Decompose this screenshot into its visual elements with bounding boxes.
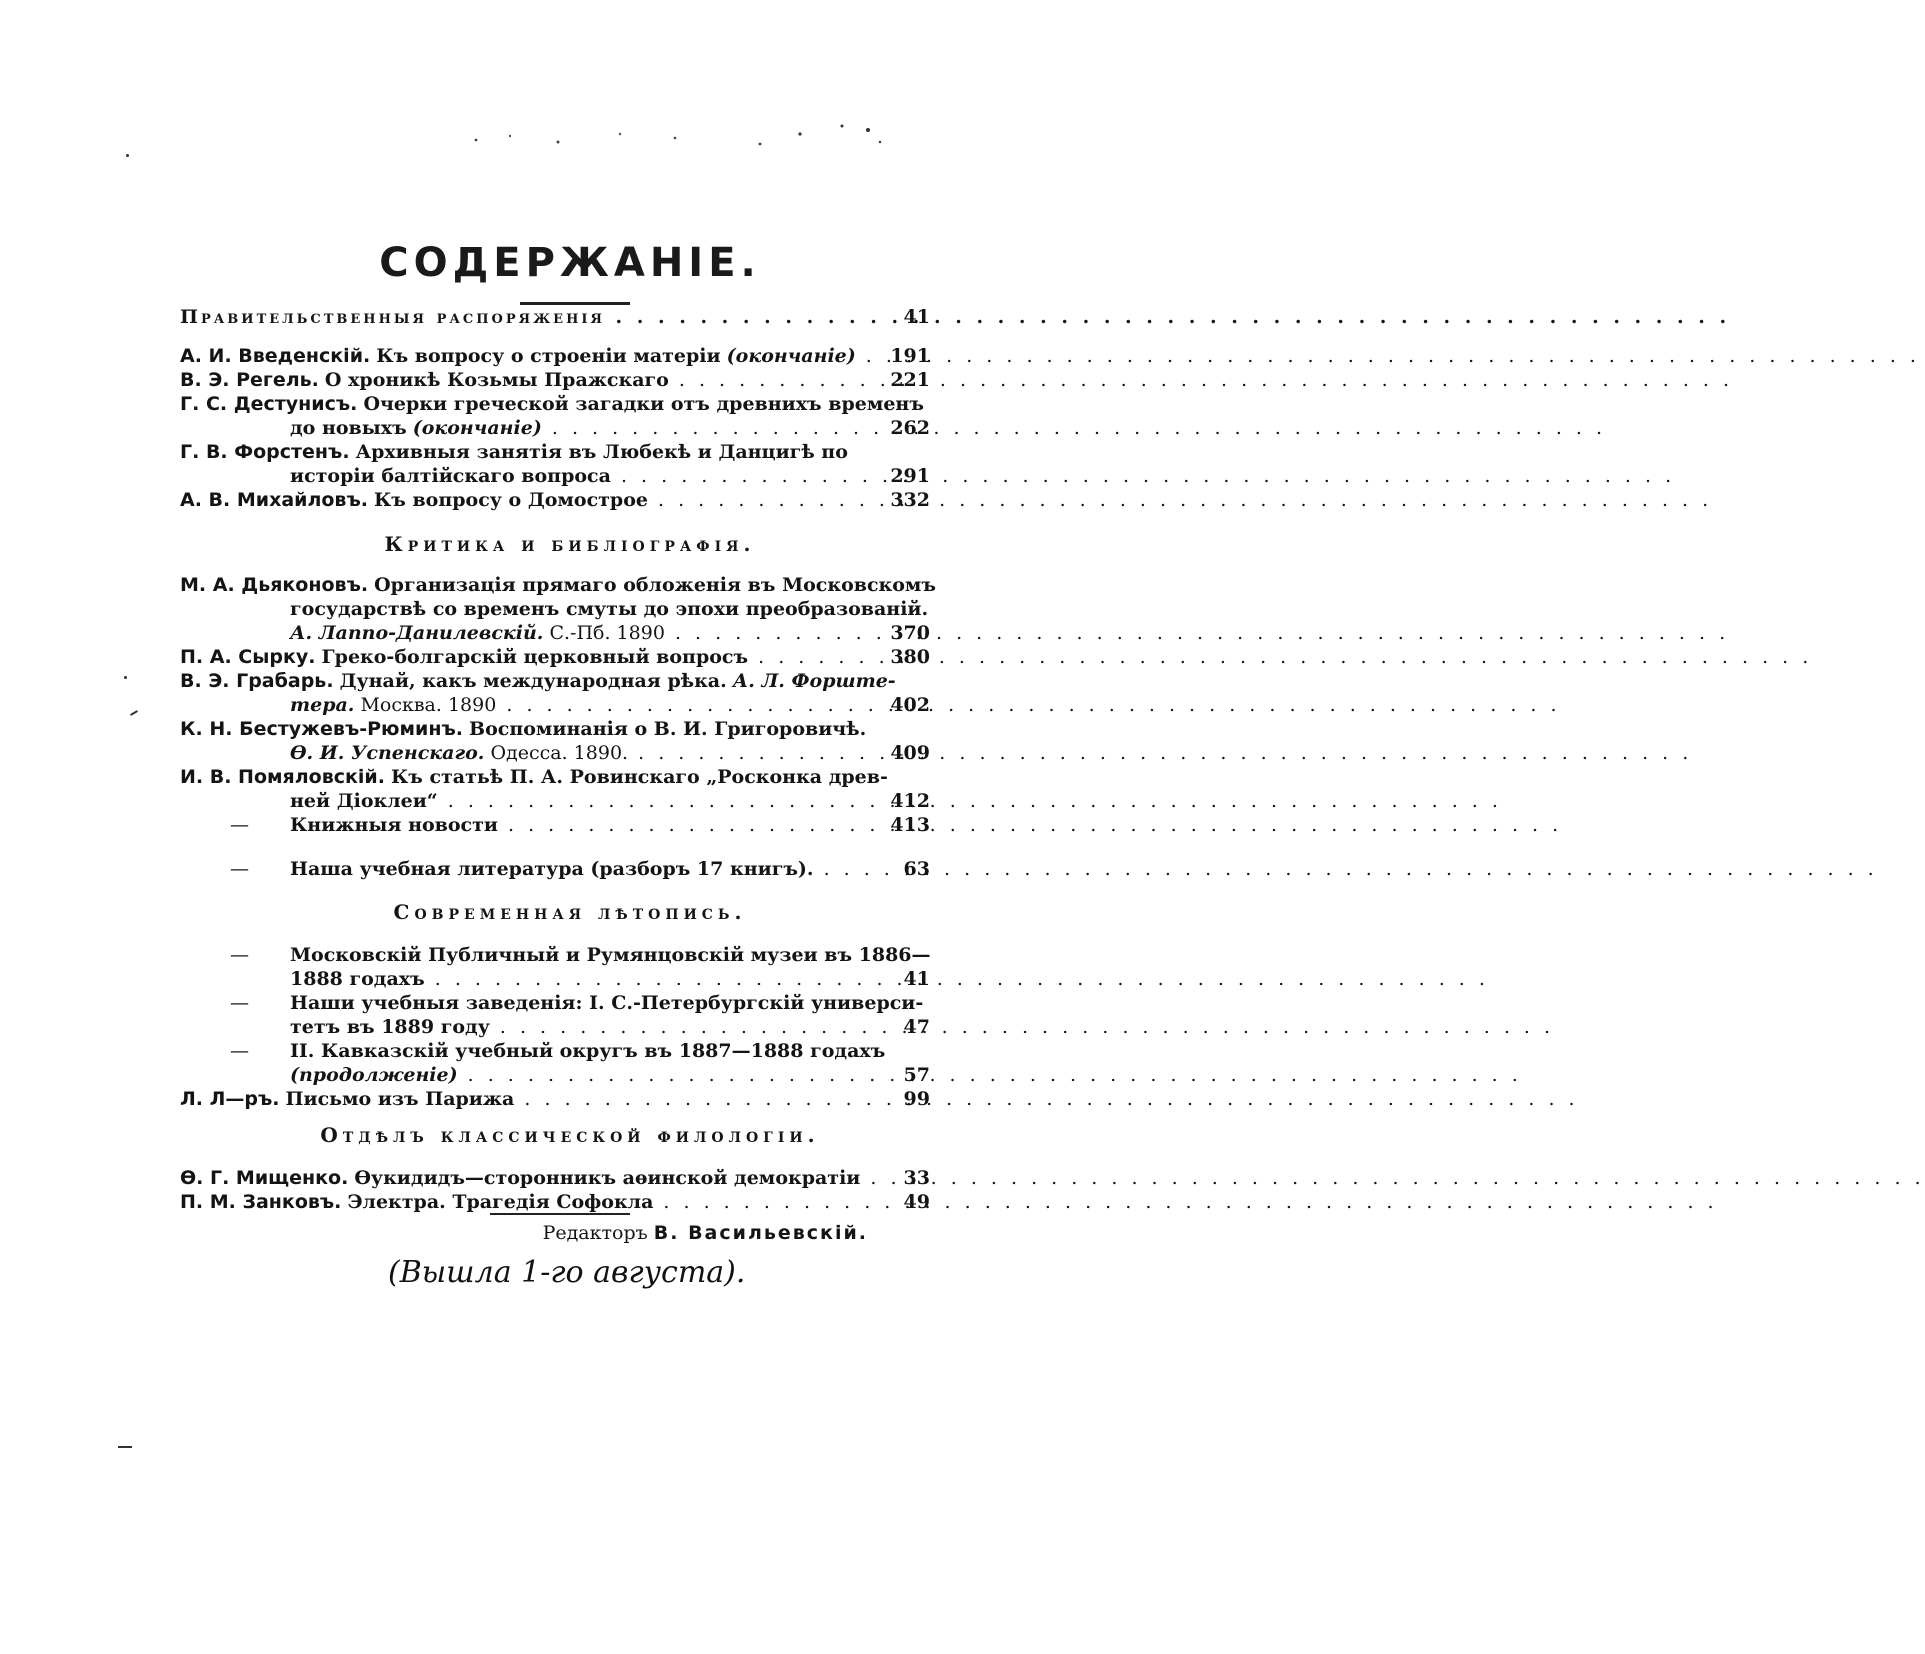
toc-row [180, 669, 930, 693]
toc-row [180, 991, 930, 1015]
toc-row [180, 857, 930, 881]
page-number: 47 [903, 1016, 930, 1038]
entry-title: Ѳукидидъ—сторонникъ аѳинской демократіи [354, 1167, 861, 1189]
toc-row [180, 813, 930, 837]
toc-row [180, 1039, 930, 1063]
author: А. В. Михайловъ. [180, 489, 368, 511]
page-number: 57 [903, 1064, 930, 1086]
entry-title: Воспоминанія о В. И. Григоровичѣ. [469, 718, 867, 740]
toc-row [180, 1087, 930, 1111]
entry-title: Очерки греческой загадки отъ древнихъ временъ [363, 393, 924, 415]
entry-title: Греко-болгарскій церковный вопросъ [321, 646, 749, 668]
entry-note: (окончаніе) [726, 345, 856, 367]
author: М. А. Дьяконовъ. [180, 574, 369, 596]
page-number: 63 [903, 858, 930, 880]
page-number: 380 [890, 646, 930, 668]
entry-title: Дунай, какъ международная рѣка. [339, 670, 727, 692]
toc-row [290, 621, 930, 645]
entry-note: (продолженіе) [290, 1064, 458, 1086]
editor-name: В. Васильевскій. [653, 1222, 868, 1244]
separator-rule [490, 1213, 630, 1215]
toc-row [180, 943, 930, 967]
dash: — [230, 814, 249, 836]
toc-row [180, 765, 930, 789]
margin-mark [130, 710, 138, 716]
entry-title: О хроникѣ Козьмы Пражскаго [324, 369, 669, 391]
author: В. Э. Регель. [180, 369, 319, 391]
page-number: 49 [903, 1191, 930, 1213]
toc-row [180, 305, 930, 329]
margin-mark [126, 154, 129, 157]
page-number: 332 [890, 489, 930, 511]
reviewer: А. Л. Форштe- [732, 670, 896, 692]
entry-title: Наши учебныя заведенія: І. С.-Петербургскій универси- [290, 992, 924, 1014]
entry-title: Письмо изъ Парижа [285, 1088, 515, 1110]
entry-title: Книжныя новости [290, 814, 498, 836]
toc-row [180, 392, 930, 416]
editor-line [543, 1222, 868, 1244]
author: Ѳ. Г. Мищенко. [180, 1167, 349, 1189]
imprint: С.-Пб. 1890 [549, 622, 665, 644]
toc-row [180, 967, 930, 991]
entry-title-cont: тетъ въ 1889 году [290, 1016, 490, 1038]
author: Г. В. Форстенъ. [180, 441, 350, 463]
toc-row [180, 717, 930, 741]
entry-title-cont: ней Діоклеи“ [290, 790, 438, 812]
toc-row [180, 1190, 930, 1214]
entry-title: Московскій Публичный и Румянцовскій музеи въ 1886— [290, 944, 931, 966]
toc-row [180, 440, 930, 464]
page-number: 402 [890, 694, 930, 716]
toc-row [180, 1015, 930, 1039]
entry-title: Электра. Трагедія Софокла [347, 1191, 654, 1213]
toc-row [180, 368, 930, 392]
author: К. Н. Бестужевъ-Рюминъ. [180, 718, 463, 740]
author: И. В. Помяловскій. [180, 766, 385, 788]
imprint: Одесса. 1890. [490, 742, 629, 764]
entry-title-cont: 1888 годахъ [290, 968, 425, 990]
dash: — [230, 992, 249, 1014]
toc-row [180, 1063, 930, 1087]
author: А. И. Введенскій. [180, 345, 371, 367]
page-number: 41 [903, 306, 930, 328]
dash: — [230, 858, 249, 880]
entry-title: Къ вопросу о строеніи матеріи [376, 345, 721, 367]
page-number: 370 [890, 622, 930, 644]
reviewer-cont: тера. [290, 694, 355, 716]
toc-row [180, 645, 930, 669]
dash: — [230, 1040, 249, 1062]
toc-row [290, 597, 930, 621]
dash: — [230, 944, 249, 966]
reviewer: А. Лаппо-Данилевскій. [290, 622, 544, 644]
page-number: 409 [890, 742, 930, 764]
entry-note: (окончаніе) [412, 417, 542, 439]
print-specks [470, 120, 930, 160]
entry-title: Наша учебная литература (разборъ 17 книгъ). [290, 858, 814, 880]
page-number: 291 [890, 465, 930, 487]
entry-title-cont: государствѣ со временъ смуты до эпохи преобразованій. [290, 598, 929, 620]
section-heading-classics: Отдѣлъ классической филологіи. [320, 1123, 820, 1147]
page-number: 33 [903, 1167, 930, 1189]
reviewer: Ѳ. И. Успенскаго. [290, 742, 485, 764]
editor-label: Редакторъ [542, 1222, 648, 1244]
section-heading-critique: Критика и библіографія. [384, 532, 756, 556]
author: П. А. Сырку. [180, 646, 316, 668]
page-number: 221 [890, 369, 930, 391]
entry-title: Архивныя занятія въ Любекѣ и Данцигѣ по [355, 441, 848, 463]
toc-row [180, 573, 936, 597]
entry-title-cont: до новыхъ [290, 417, 407, 439]
toc-row [290, 741, 930, 765]
entry-title: Организація прямаго обложенія въ Московскомъ [374, 574, 936, 596]
toc-row [290, 416, 930, 440]
author: Л. Л—ръ. [180, 1088, 280, 1110]
page-number: 413 [890, 814, 930, 836]
toc-row [290, 789, 930, 813]
page-number: 41 [903, 968, 930, 990]
margin-mark [124, 676, 127, 679]
toc-row [180, 344, 930, 368]
page-number: 191 [890, 345, 930, 367]
handwritten-note: (Вышла 1-го августа). [388, 1255, 746, 1290]
toc-row [180, 1166, 930, 1190]
section-heading-chronicle: Современная лѣтопись. [393, 900, 747, 924]
entry-title: Къ статьѣ П. А. Ровинскаго „Росконка древ- [390, 766, 888, 788]
entry-title: II. Кавказскій учебный округъ въ 1887—1888 годахъ [290, 1040, 886, 1062]
page-number: 262 [890, 417, 930, 439]
margin-mark [118, 1446, 132, 1448]
toc-row [180, 488, 930, 512]
author: П. М. Занковъ. [180, 1191, 342, 1213]
toc-row [290, 464, 930, 488]
page-number: 99 [903, 1088, 930, 1110]
toc-row [290, 693, 930, 717]
page-title: СОДЕРЖАНIЕ. [379, 240, 761, 286]
page-number: 412 [890, 790, 930, 812]
imprint: Москва. 1890 [360, 694, 497, 716]
entry-title-cont: исторіи балтійскаго вопроса [290, 465, 611, 487]
section-heading-government: Правительственныя распоряженія . . . [180, 305, 860, 329]
entry-title: Къ вопросу о Домострое [374, 489, 648, 511]
author: В. Э. Грабарь. [180, 670, 334, 692]
author: Г. С. Дестунисъ. [180, 393, 358, 415]
